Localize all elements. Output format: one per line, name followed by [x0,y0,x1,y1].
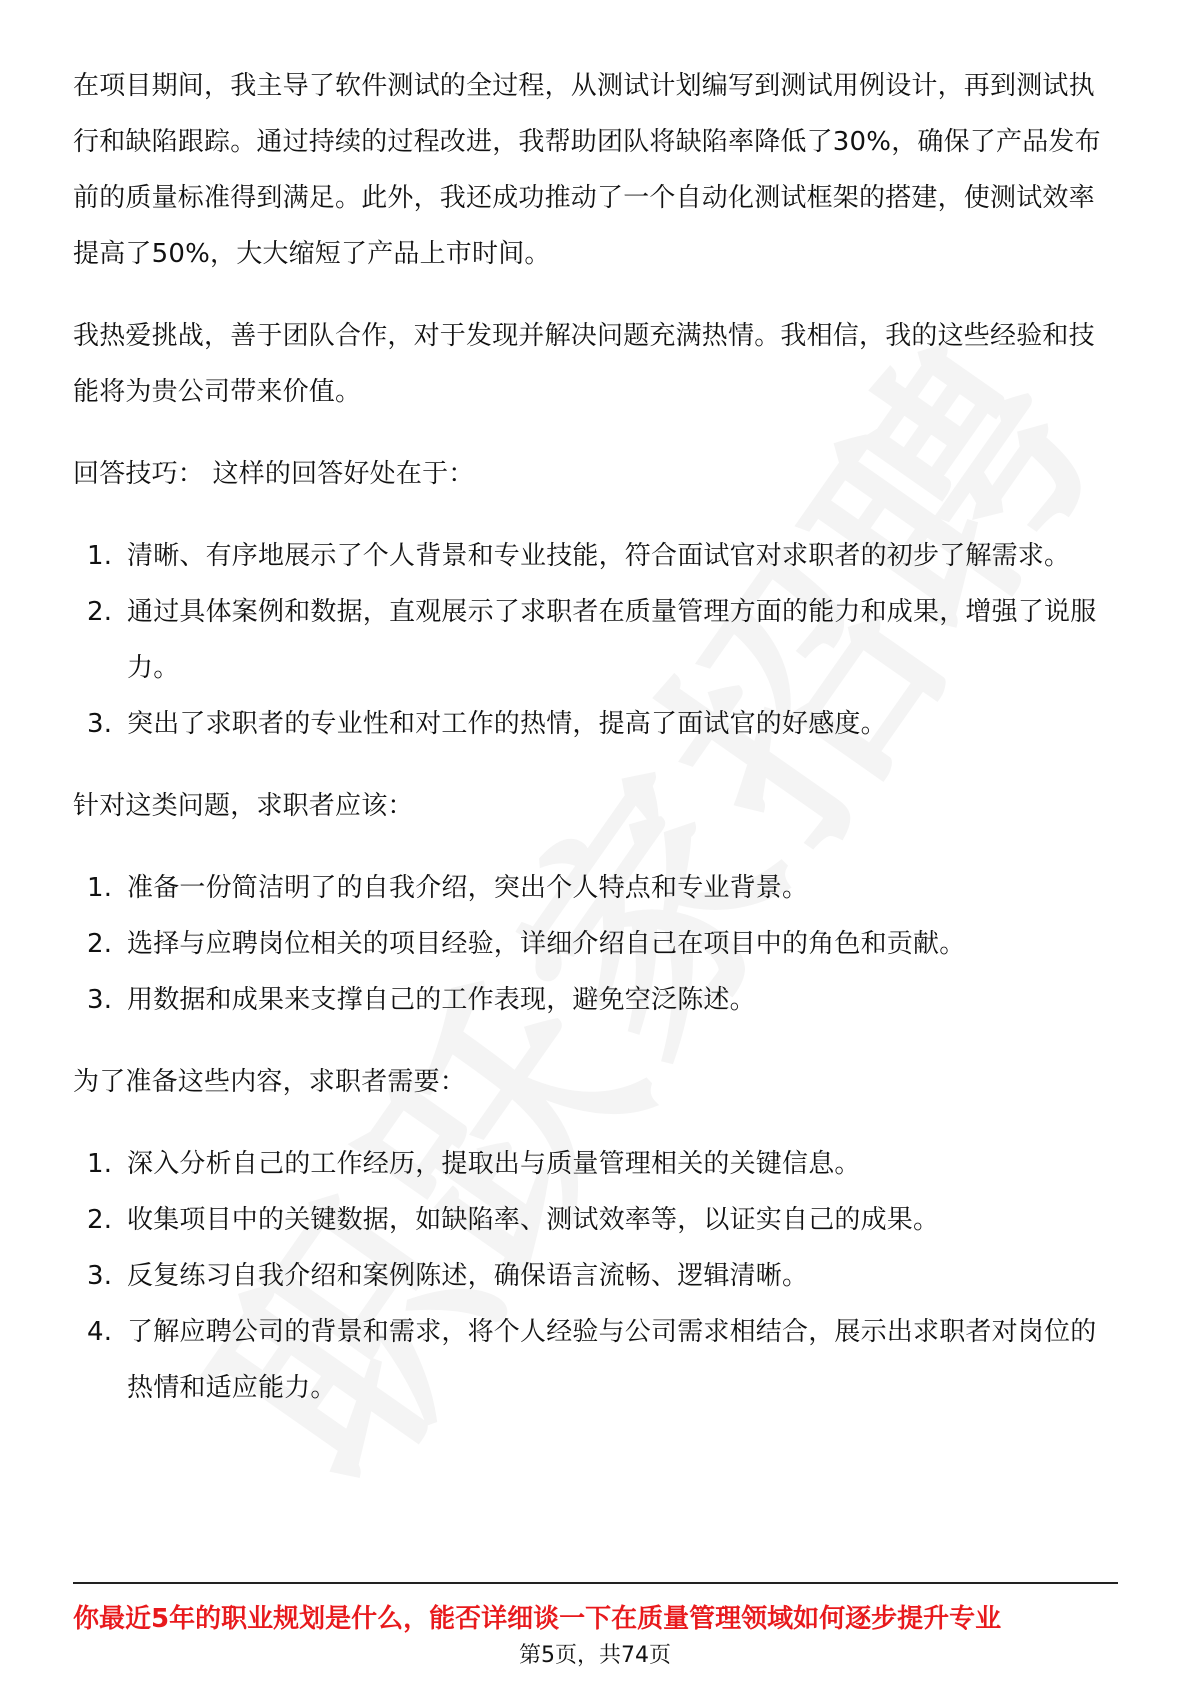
list-item: 4. 了解应聘公司的背景和需求，将个人经验与公司需求相结合，展示出求职者对岗位的热情和适应能力。 [87,1317,1097,1403]
list-item: 2. 收集项目中的关键数据，如缺陷率、测试效率等，以证实自己的成果。 [87,1205,940,1235]
list-item: 1. 准备一份简洁明了的自我介绍，突出个人特点和专业背景。 [87,873,809,903]
list-item: 1. 清晰、有序地展示了个人背景和专业技能，符合面试官对求职者的初步了解需求。 [87,541,1071,571]
heading-should-do: 针对这类问题，求职者应该： [73,791,414,821]
paragraph-answer-tips: 回答技巧： 这样的回答好处在于： [73,459,475,489]
preparation-list [73,1136,1118,1416]
benefits-list [73,528,1118,752]
list-item: 3. 用数据和成果来支撑自己的工作表现，避免空泛陈述。 [87,985,756,1015]
page-number: 第5页，共74页 [519,1643,671,1668]
list-item: 1. 深入分析自己的工作经历，提取出与质量管理相关的关键信息。 [87,1149,861,1179]
next-question-heading: 你最近5年的职业规划是什么，能否详细谈一下在质量管理领域如何逐步提升专业 [73,1604,1002,1634]
list-item: 3. 反复练习自我介绍和案例陈述，确保语言流畅、逻辑清晰。 [87,1261,809,1291]
paragraph-closing-statement: 我热爱挑战，善于团队合作，对于发现并解决问题充满热情。我相信，我的这些经验和技能将为贵公司带来价值。 [73,321,1095,407]
list-item: 2. 选择与应聘岗位相关的项目经验，详细介绍自己在项目中的角色和贡献。 [87,929,966,959]
should-do-list [73,860,1118,1028]
list-item: 2. 通过具体案例和数据，直观展示了求职者在质量管理方面的能力和成果，增强了说服力。 [87,597,1097,683]
paragraph-project-experience: 在项目期间，我主导了软件测试的全过程，从测试计划编写到测试用例设计，再到测试执行和缺陷跟踪。通过持续的过程改进，我帮助团队将缺陷率降低了30%，确保了产品发布前的质量标准得到满足。此外，我还成功推动了一个自动化测试框架的搭建，使测试效率提高了50%，大大缩短了产品上市时间。 [73,71,1101,269]
heading-preparation: 为了准备这些内容，求职者需要： [73,1067,467,1097]
list-item: 3. 突出了求职者的专业性和对工作的热情，提高了面试官的好感度。 [87,709,887,739]
document-body [73,58,1118,1442]
section-divider [73,1582,1118,1584]
